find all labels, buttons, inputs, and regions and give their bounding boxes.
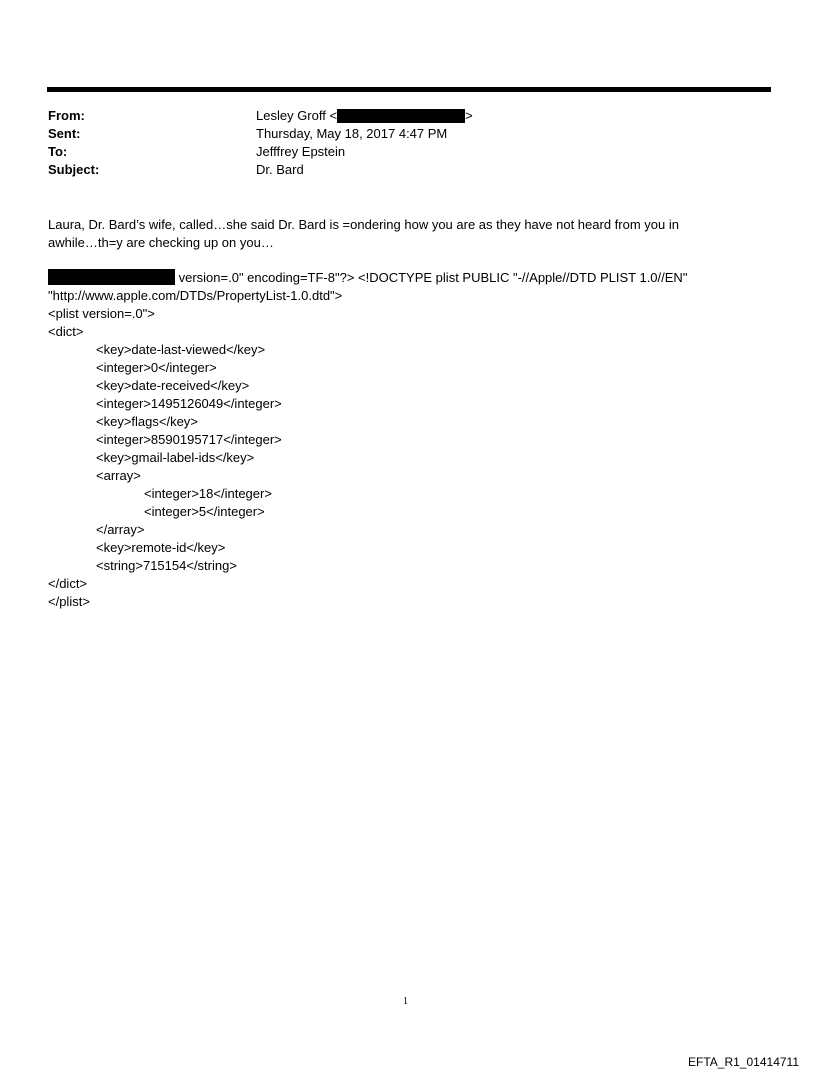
subject-value: Dr. Bard — [256, 162, 304, 177]
email-redaction-block — [337, 109, 465, 123]
xml-declaration-text: version=.0" encoding=TF-8"?> <!DOCTYPE plist PUBLIC "-//Apple//DTD PLIST 1.0//EN" — [175, 270, 688, 285]
to-label: To: — [48, 144, 68, 159]
from-name: Lesley Groff < — [256, 108, 338, 123]
xml-line-key-flags: <key>flags</key> — [96, 414, 198, 429]
xml-line-key-remote-id: <key>remote-id</key> — [96, 540, 226, 555]
xml-line-dict-open: <dict> — [48, 324, 84, 339]
xml-line-dict-close: </dict> — [48, 576, 88, 591]
xml-line-key-date-received: <key>date-received</key> — [96, 378, 250, 393]
subject-row — [48, 161, 748, 179]
xml-line-integer-0: <integer>0</integer> — [96, 360, 217, 375]
xml-line-integer-date-received: <integer>1495126049</integer> — [96, 396, 282, 411]
xml-line-plist-close: </plist> — [48, 594, 90, 609]
from-value — [256, 107, 473, 125]
header-divider-rule — [47, 87, 771, 92]
xml-line-array-close: </array> — [96, 522, 145, 537]
sent-label: Sent: — [48, 126, 81, 141]
sent-row — [48, 125, 748, 143]
subject-label: Subject: — [48, 162, 100, 177]
xml-line-declaration — [48, 269, 687, 287]
xml-line-integer-18: <integer>18</integer> — [144, 486, 272, 501]
xml-redaction-block — [48, 269, 175, 285]
xml-line-integer-5: <integer>5</integer> — [144, 504, 265, 519]
xml-line-key-gmail-label-ids: <key>gmail-label-ids</key> — [96, 450, 255, 465]
page-number: 1 — [403, 996, 408, 1007]
bates-number: EFTA_R1_01414711 — [688, 1055, 799, 1069]
sent-value: Thursday, May 18, 2017 4:47 PM — [256, 126, 448, 141]
message-body-paragraph: Laura, Dr. Bard’s wife, called…she said Dr. Bard is =ondering how you are as they have not heard from you in awhile…th=y are checking up on you… — [48, 217, 679, 250]
xml-line-dtd-url: "http://www.apple.com/DTDs/PropertyList-1.0.dtd"> — [48, 288, 343, 303]
to-value: Jefffrey Epstein — [256, 144, 346, 159]
xml-line-array-open: <array> — [96, 468, 141, 483]
to-row — [48, 143, 748, 161]
xml-line-plist-open: <plist version=.0"> — [48, 306, 155, 321]
from-row — [48, 107, 748, 125]
from-close-bracket: > — [465, 108, 473, 123]
xml-line-key-date-last-viewed: <key>date-last-viewed</key> — [96, 342, 266, 357]
xml-line-integer-flags: <integer>8590195717</integer> — [96, 432, 282, 447]
from-label: From: — [48, 108, 85, 123]
xml-line-string-remote-id: <string>715154</string> — [96, 558, 237, 573]
